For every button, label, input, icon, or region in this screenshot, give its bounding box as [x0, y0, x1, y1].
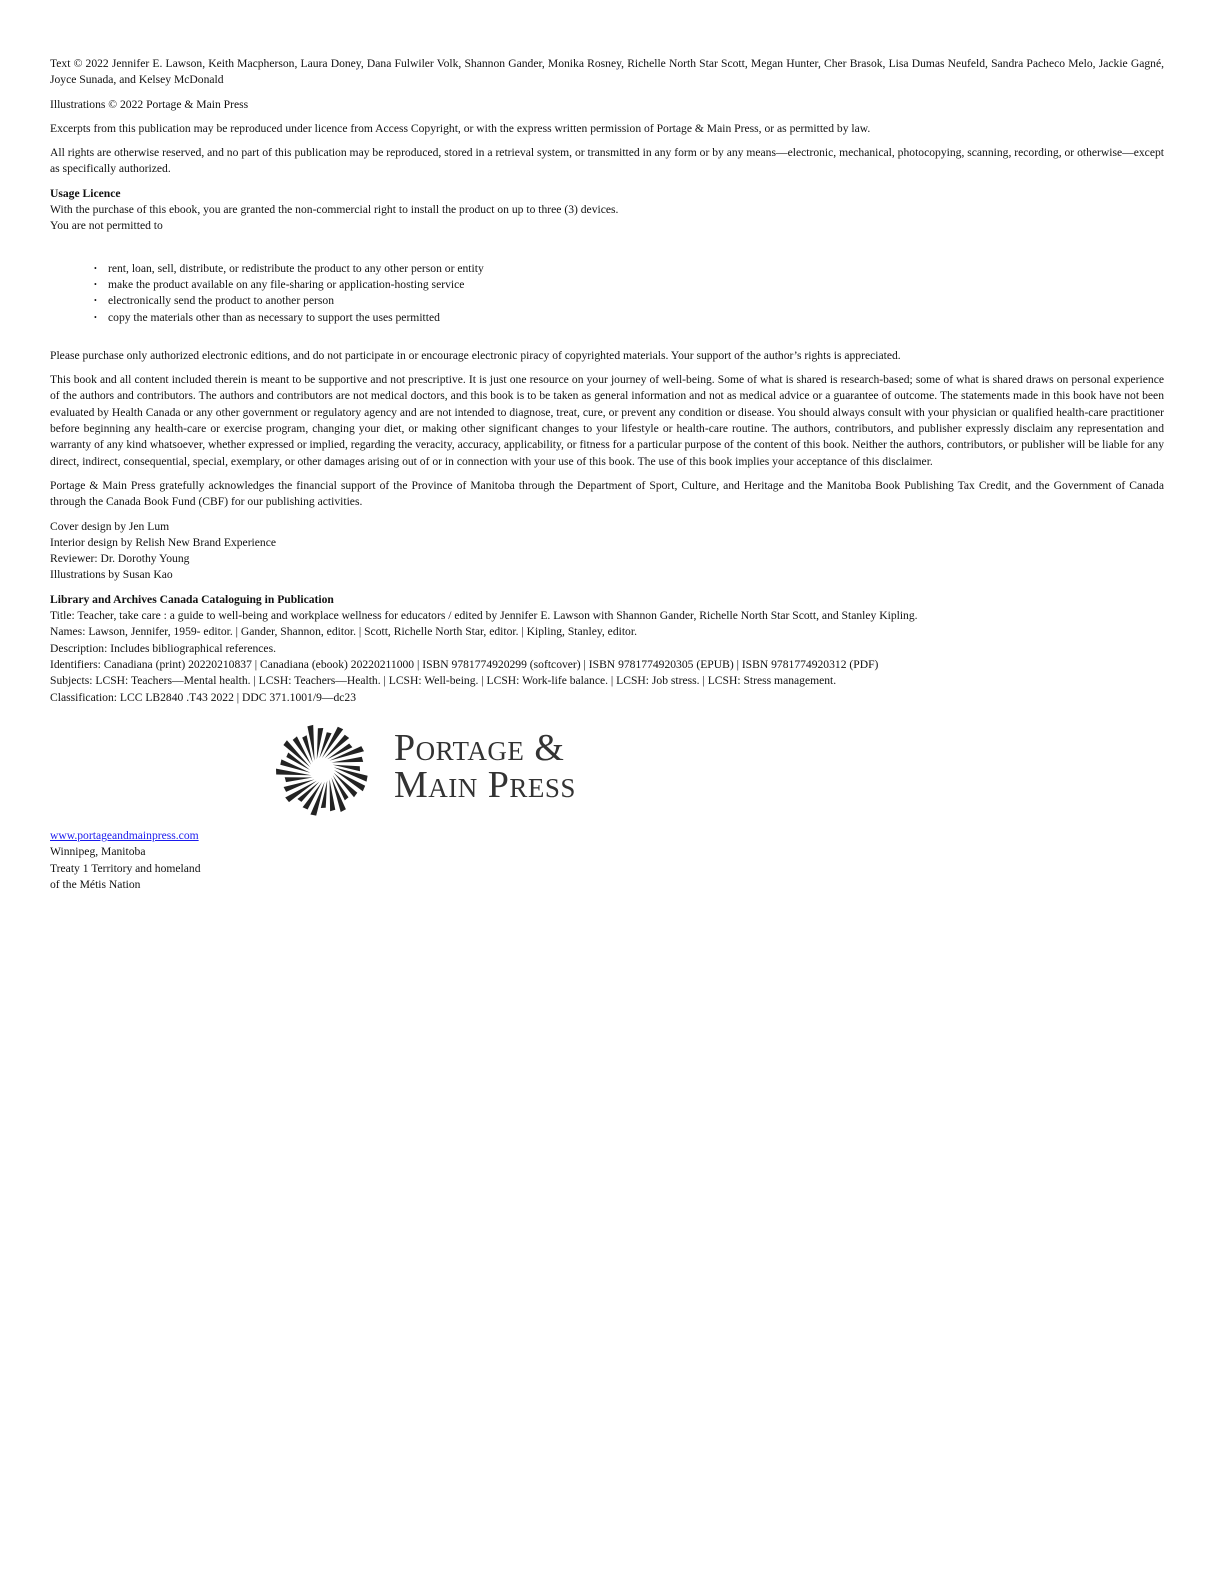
usage-restrictions-list [50, 261, 1164, 326]
usage-licence-line2: You are not permitted to [50, 219, 163, 233]
cip-classification: Classification: LCC LB2840 .T43 2022 | DDC 371.1001/9—dc23 [50, 690, 357, 704]
illustrations-copyright: Illustrations © 2022 Portage & Main Press [50, 97, 249, 111]
piracy-notice: Please purchase only authorized electronic editions, and do not participate in or encourage electronic piracy of copyrighted materials. Your support of the author’s rights is appreciated. [50, 348, 901, 362]
copyright-page [50, 56, 1164, 706]
list-item: • electronically send the product to another person [108, 293, 1164, 309]
cip-title: Title: Teacher, take care : a guide to well-being and workplace wellness for educators / edited by Jennifer E. Lawson with Shannon Gander, Richelle North Star Scott, and Stanley Kipling. [50, 609, 918, 623]
illustrations-credit: Illustrations by Susan Kao [50, 568, 173, 582]
address-treaty-line1: Treaty 1 Territory and homeland [50, 861, 201, 875]
cip-heading: Library and Archives Canada Cataloguing in Publication [50, 592, 334, 606]
cip-description: Description: Includes bibliographical references. [50, 641, 276, 655]
rights-notice: All rights are otherwise reserved, and no part of this publication may be reproduced, stored in a retrieval system, or transmitted in any form or by any means—electronic, mechanical, photocopying, scanning, recording, or otherwise—except as specifically authorized. [50, 146, 1164, 176]
list-item: • rent, loan, sell, distribute, or redistribute the product to any other person or entity [108, 261, 1164, 277]
cip-names: Names: Lawson, Jennifer, 1959- editor. | Gander, Shannon, editor. | Scott, Richelle North Star, editor. | Kipling, Stanley, editor. [50, 625, 637, 639]
publisher-logo [272, 720, 632, 820]
starburst-ray [276, 769, 311, 776]
copyright-text: Text © 2022 Jennifer E. Lawson, Keith Macpherson, Laura Doney, Dana Fulwiler Volk, Shannon Gander, Monika Rosney, Richelle North Star Scott, Megan Hunter, Cher Brasok, Lisa Dumas Neufeld, Sandra Pacheco Melo, Jackie Gagné, Joyce Sunada, and Kelsey McDonald [50, 57, 1164, 87]
usage-licence-heading: Usage Licence [50, 186, 121, 200]
excerpts-notice: Excerpts from this publication may be reproduced under licence from Access Copyright, or with the express written permission of Portage & Main Press, or as permitted by law. [50, 121, 871, 135]
wordmark-line1: Portage & [394, 727, 565, 769]
publisher-address [50, 828, 201, 893]
list-item: • copy the materials other than as necessary to support the uses permitted [108, 310, 1164, 326]
list-item: • make the product available on any file-sharing or application-hosting service [108, 277, 1164, 293]
usage-licence-line1: With the purchase of this ebook, you are granted the non-commercial right to install the product on up to three (3) devices. [50, 203, 619, 217]
funding-acknowledgement: Portage & Main Press gratefully acknowledges the financial support of the Province of Manitoba through the Department of Sport, Culture, and Heritage and the Manitoba Book Publishing Tax Credit, and the Government of Canada through the Canada Book Fund (CBF) for our publishing activities. [50, 478, 1164, 509]
starburst-ray [321, 781, 327, 808]
wordmark-line2: Main Press [394, 764, 576, 806]
disclaimer: This book and all content included therein is meant to be supportive and not prescriptive. It is just one resource on your journey of well-being. Some of what is shared is research-based; some of what is shared draws on personal experience of the authors and contributors. The authors and contributors are not medical doctors, and this book is to be taken as general information and not as medical advice or a guarantee of outcome. The statements made in this book have not been evaluated by Health Canada or any other government or regulatory agency and are not intended to diagnose, treat, cure, or prevent any condition or disease. You should always consult with your physician or qualified health-care practitioner before beginning any health-care or exercise program, changing your diet, or making other significant changes to your lifestyle or health-care routine. The authors, contributors, and publisher expressly disclaim any representation and warranty of any kind whatsoever, whether expressed or implied, regarding the veracity, accuracy, applicability, or fitness for a particular purpose of the content of this book. Neither the authors, contributors, or publisher will be liable for any direct, indirect, consequential, special, exemplary, or other damages arising out of or in connection with your use of this book. The use of this book implies your acceptance of this disclaimer. [50, 373, 1164, 468]
reviewer-credit: Reviewer: Dr. Dorothy Young [50, 552, 190, 566]
interior-credit: Interior design by Relish New Brand Experience [50, 535, 277, 549]
cip-subjects: Subjects: LCSH: Teachers—Mental health. | LCSH: Teachers—Health. | LCSH: Well-being. | LCSH: Work-life balance. | LCSH: Job stress. | LCSH: Stress management. [50, 674, 837, 688]
address-treaty-line2: of the Métis Nation [50, 877, 141, 891]
starburst-ray [317, 728, 324, 759]
starburst-ray [333, 765, 360, 771]
address-city: Winnipeg, Manitoba [50, 845, 146, 859]
credits [50, 519, 1164, 584]
publisher-wordmark [394, 727, 576, 806]
starburst-icon [272, 720, 372, 820]
cip-identifiers: Identifiers: Canadiana (print) 20220210837 | Canadiana (ebook) 20220211000 | ISBN 9781774920299 (softcover) | ISBN 9781774920305 (EPUB) | ISBN 9781774920312 (PDF) [50, 657, 879, 671]
cover-credit: Cover design by Jen Lum [50, 519, 170, 533]
website-link[interactable]: www.portageandmainpress.com [50, 829, 199, 842]
cataloguing-block [50, 592, 1164, 706]
